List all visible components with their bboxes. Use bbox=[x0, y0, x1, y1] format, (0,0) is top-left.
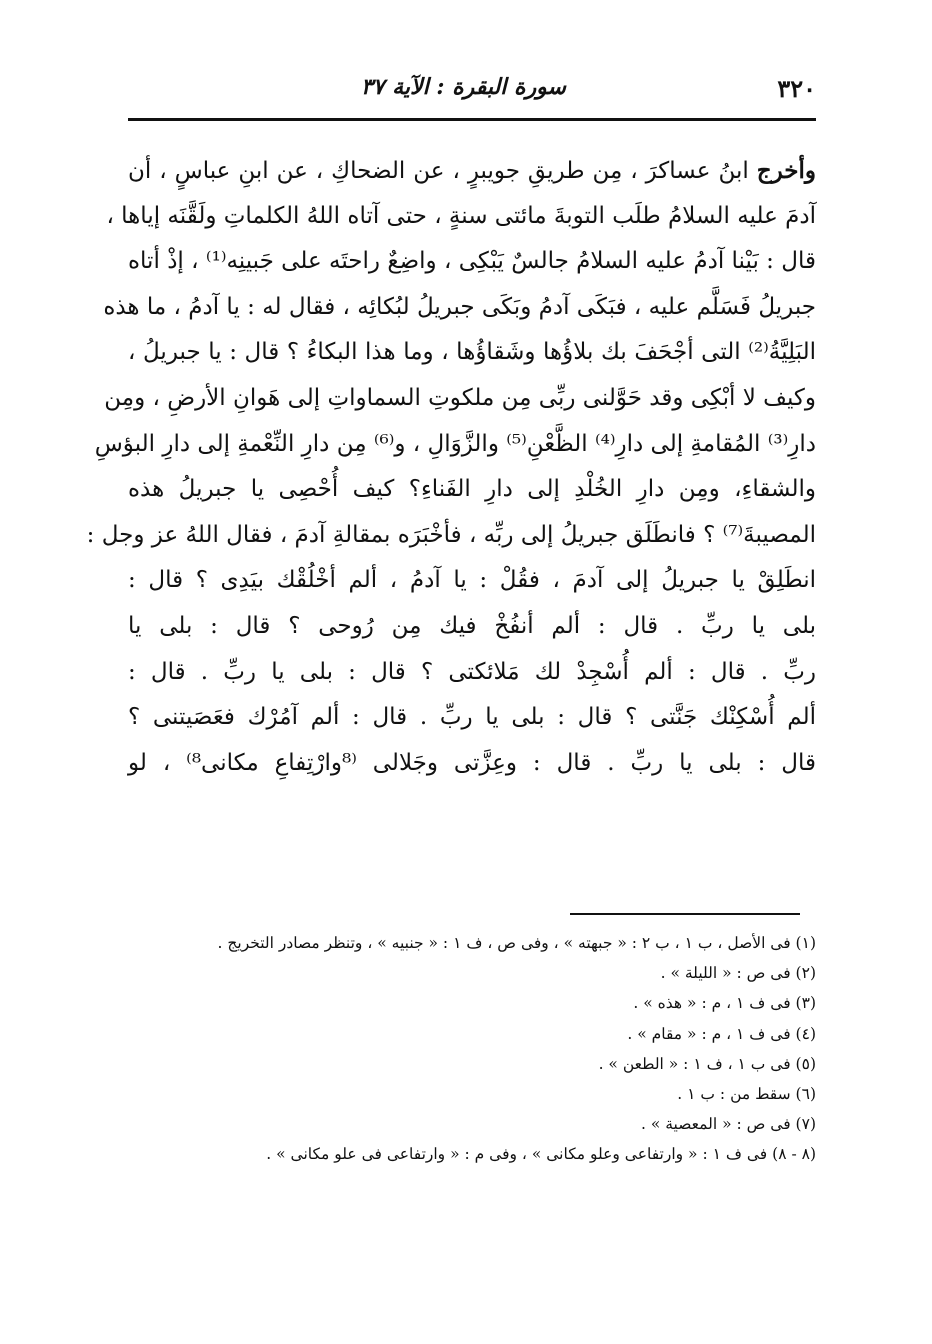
body-line: آدمَ عليه السلامُ طلَب التوبةَ مائتى سنةٍ ، حتى آتاه اللهُ الكلماتِ ولَقَّنَه إياها ، bbox=[106, 202, 816, 229]
footnote: (٨ - ٨) فى ف ١ : « وارتفاعى وعلو مكانى » ، وفى م : « وارتفاعى فى علو مكانى » . bbox=[266, 1145, 816, 1164]
footnote: (٣) فى ف ١ ، م : « هذه » . bbox=[633, 994, 816, 1013]
body-line: وأخرج ابنُ عساكرَ ، مِن طريقِ جويبرٍ ، عن الضحاكِ ، عن ابنِ عباسٍ ، أن bbox=[128, 157, 816, 184]
footnote: (٧) فى ص : « المعصية » . bbox=[640, 1115, 816, 1134]
footnote: (٦) سقط من : ب ١ . bbox=[677, 1085, 816, 1104]
body-line: ألم أُسْكِنْك جَنَّتى ؟ قال : بلى يا ربِّ . قال : ألم آمُرْك فعَصَيتنى ؟ bbox=[128, 704, 816, 731]
footnote: (٤) فى ف ١ ، م : « مقام » . bbox=[627, 1024, 816, 1043]
footnote: (٥) فى ب ١ ، ف ١ : « الطعن » . bbox=[598, 1054, 816, 1073]
body-line: قال : بَيْنا آدمُ عليه السلامُ جالسٌ يَبْكِى ، واضِعٌ راحتَه على جَبينِه⁽¹⁾ ، إذْ أتاه bbox=[128, 248, 816, 275]
footnote: (٢) فى ص : « الليلة » . bbox=[660, 964, 816, 983]
body-line: المصيبةَ⁽⁷⁾ ؟ فانطَلَق جبريلُ إلى ربِّه ، فأخْبَرَه بمقالةِ آدمَ ، فقال اللهُ عز وجل : bbox=[86, 521, 816, 548]
body-line: دارِ⁽³⁾ المُقامةِ إلى دارِ⁽⁴⁾ الظَّعْنِ⁽⁵⁾ والزَّوَالِ ، و⁽⁶⁾ مِن دارِ النِّعْمةِ إلى دارِ البؤسِ bbox=[94, 430, 816, 457]
body-line: ربِّ . قال : ألم أُسْجِدْ لك مَلائكتى ؟ قال : بلى يا ربِّ . قال : bbox=[128, 658, 816, 685]
footnotes bbox=[128, 928, 816, 1170]
body-line: وكيف لا أبْكِى وقد حَوَّلنى ربِّى مِن ملكوتِ السماواتِ إلى هَوانِ الأرضِ ، ومِن bbox=[104, 384, 816, 411]
body-line: جبريلُ فَسَلَّم عليه ، فبَكَى آدمُ وبَكَى جبريلُ لبُكائِه ، فقال له : يا آدمُ ، ما هذه bbox=[103, 293, 816, 320]
body-line: والشقاءِ، ومِن دارِ الخُلْدِ إلى دارِ الفَناءِ؟ كيف أُحْصِى يا جبريلُ هذه bbox=[128, 476, 816, 503]
header-rule bbox=[128, 118, 816, 121]
page-header bbox=[128, 66, 816, 114]
lead-word: وأخرج bbox=[756, 157, 816, 184]
body-line: بلى يا ربِّ . قال : ألم أنفُخْ فيك مِن رُوحى ؟ قال : بلى يا bbox=[128, 612, 816, 639]
body-line: قال : بلى يا ربِّ . قال : وعِزَّتى وجَلالى ⁽⁸وارْتِفاعِ مكانى⁸⁾ ، لو bbox=[128, 749, 816, 776]
body-text bbox=[86, 148, 816, 786]
body-line: البَلِيَّةُ⁽²⁾ التى أجْحَفَ بك بلاؤُها وشَقاؤُها ، وما هذا البكاءُ ؟ قال : يا جبريلُ ، bbox=[128, 339, 816, 366]
footnote-rule bbox=[570, 913, 800, 915]
footnote: (١) فى الأصل ، ب ١ ، ب ٢ : « جبهته » ، وفى ص ، ف ١ : « جنبيه » ، وتنظر مصادر التخريج . bbox=[217, 934, 816, 952]
page-number: ٣٢٠ bbox=[777, 74, 816, 103]
running-title: سورة البقرة : الآية ٣٧ bbox=[360, 74, 566, 100]
body-line: انطَلِقْ يا جبريلُ إلى آدمَ ، فقُلْ : يا آدمُ ، ألم أخْلُقْك بيَدِى ؟ قال : bbox=[128, 567, 816, 594]
